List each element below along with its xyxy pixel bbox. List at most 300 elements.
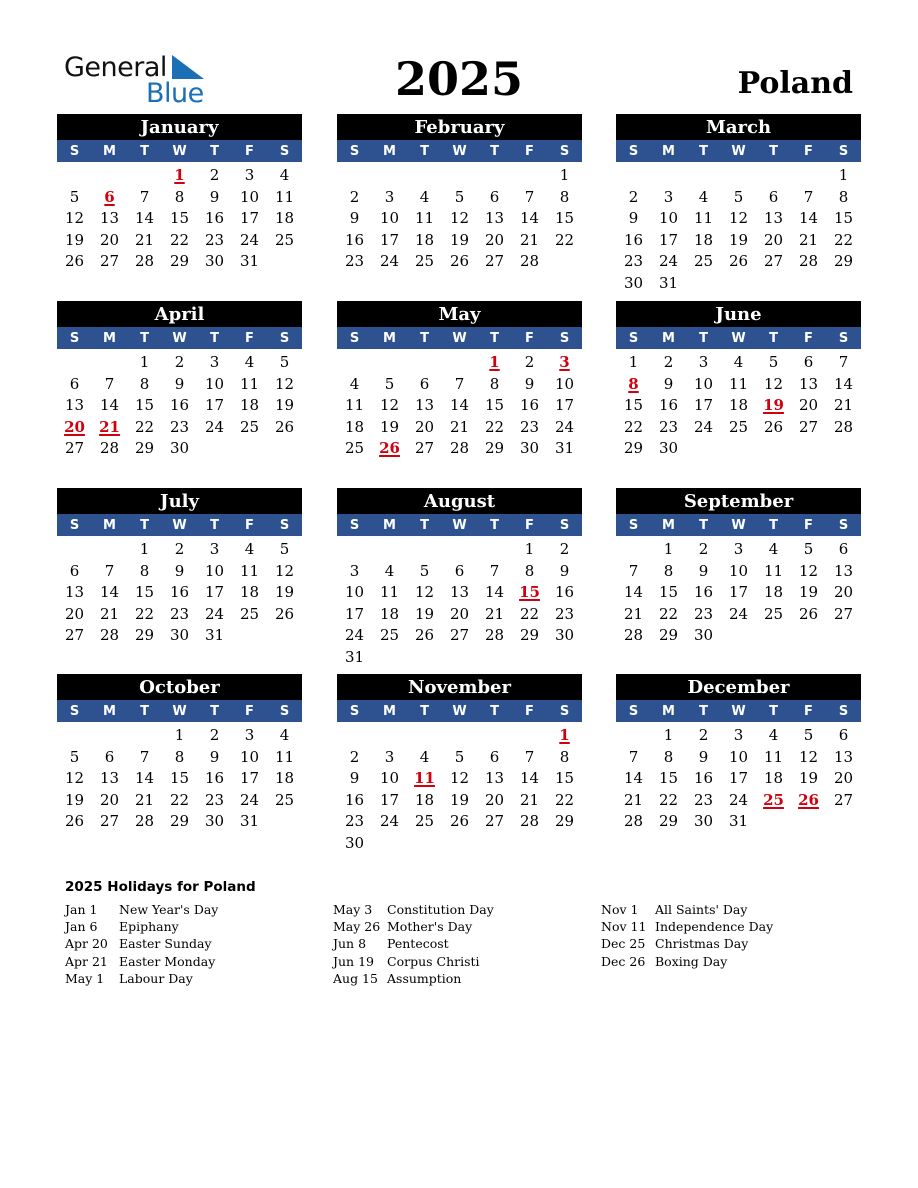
day-cell: 14 [134, 209, 155, 228]
weekday-label: F [804, 704, 813, 719]
day-cell: 12 [728, 209, 749, 228]
month-title: September [616, 488, 861, 514]
day-cell: 2 [209, 166, 220, 184]
day-cell: 18 [344, 417, 365, 436]
empty-cell [407, 165, 442, 187]
weekday-label: F [525, 518, 534, 533]
day-cell: 3 [209, 353, 220, 371]
holiday-name: Assumption [387, 970, 462, 986]
holiday-name: Christmas Day [655, 936, 749, 952]
holiday-name: Labour Day [119, 970, 193, 986]
day-cell: 25 [379, 626, 400, 645]
day-cell: 22 [554, 230, 575, 249]
day-cell: 13 [99, 769, 120, 788]
day-cell: 10 [554, 374, 575, 393]
month-title: October [57, 674, 302, 700]
day-cell: 26 [64, 812, 85, 831]
day-cell: 15 [169, 769, 190, 788]
day-cell: 28 [99, 626, 120, 645]
day-cell: 11 [344, 396, 365, 415]
weekday-label: T [699, 704, 708, 719]
weekday-label: T [420, 704, 429, 719]
weekday-label: W [731, 518, 746, 533]
day-cell: 11 [693, 209, 714, 228]
empty-cell [407, 725, 442, 747]
weekday-label: W [172, 518, 187, 533]
empty-cell [372, 725, 407, 747]
day-cell: 10 [728, 561, 749, 580]
day-cell: 10 [204, 374, 225, 393]
empty-cell [512, 725, 547, 747]
day-cell: 1 [663, 726, 674, 744]
day-cell: 24 [554, 417, 575, 436]
weekday-header [337, 140, 582, 162]
holiday-day-cell: 21 [99, 417, 120, 436]
weekday-label: M [103, 704, 116, 719]
weekday-label: W [452, 704, 467, 719]
weekday-header [616, 327, 861, 349]
day-cell: 30 [623, 273, 644, 292]
weekday-label: S [69, 144, 80, 159]
day-cell: 17 [204, 583, 225, 602]
day-cell: 24 [239, 230, 260, 249]
month-september [616, 488, 861, 647]
day-cell: 23 [169, 417, 190, 436]
day-cell: 3 [209, 540, 220, 558]
weekday-label: F [525, 331, 534, 346]
day-cell: 22 [134, 417, 155, 436]
day-cell: 2 [698, 540, 709, 558]
day-cell: 27 [99, 252, 120, 271]
day-cell: 3 [384, 187, 395, 206]
weekday-label: S [349, 144, 360, 159]
day-cell: 2 [174, 540, 185, 558]
day-cell: 30 [169, 626, 190, 645]
day-cell: 5 [803, 726, 814, 744]
empty-cell [92, 725, 127, 747]
day-cell: 8 [174, 747, 185, 766]
day-cell: 30 [169, 439, 190, 458]
day-cell: 21 [623, 604, 644, 623]
weekday-label: F [525, 144, 534, 159]
day-cell: 19 [414, 604, 435, 623]
holiday-day-cell: 25 [763, 790, 784, 809]
weekday-label: T [769, 331, 778, 346]
day-cell: 21 [134, 230, 155, 249]
holiday-date: Jun 8 [333, 936, 367, 952]
holiday-day-cell: 8 [628, 374, 639, 393]
day-cell: 2 [349, 747, 360, 766]
day-cell: 25 [274, 790, 295, 809]
day-cell: 26 [274, 417, 295, 436]
day-cell: 24 [204, 417, 225, 436]
holiday-entry [333, 953, 494, 970]
day-cell: 9 [174, 374, 185, 393]
logo-blue-text: Blue [146, 78, 204, 109]
day-cell: 5 [454, 747, 465, 766]
weekday-label: T [210, 704, 219, 719]
holiday-entry [333, 935, 494, 952]
day-cell: 15 [554, 769, 575, 788]
day-cell: 6 [419, 374, 430, 393]
day-cell: 15 [484, 396, 505, 415]
day-cell: 9 [698, 561, 709, 580]
day-grid [337, 349, 582, 460]
day-cell: 23 [693, 790, 714, 809]
holiday-name: Epiphany [119, 919, 179, 935]
weekday-label: S [279, 704, 290, 719]
day-cell: 25 [414, 252, 435, 271]
day-cell: 18 [763, 769, 784, 788]
weekday-header [616, 514, 861, 536]
day-cell: 26 [449, 252, 470, 271]
empty-cell [442, 352, 477, 374]
holiday-entry [65, 918, 218, 935]
weekday-label: T [699, 331, 708, 346]
day-cell: 12 [798, 561, 819, 580]
day-cell: 6 [104, 747, 115, 766]
day-cell: 19 [64, 230, 85, 249]
weekday-label: S [279, 331, 290, 346]
day-cell: 23 [169, 604, 190, 623]
day-cell: 7 [454, 374, 465, 393]
day-cell: 1 [838, 166, 849, 184]
empty-cell [477, 165, 512, 187]
day-cell: 28 [519, 812, 540, 831]
day-cell: 30 [693, 626, 714, 645]
holiday-name: Constitution Day [387, 902, 494, 917]
day-cell: 1 [139, 353, 150, 371]
day-grid [57, 162, 302, 273]
day-cell: 10 [239, 187, 260, 206]
day-cell: 13 [449, 583, 470, 602]
weekday-label: W [172, 331, 187, 346]
day-cell: 30 [519, 439, 540, 458]
day-cell: 17 [728, 583, 749, 602]
day-cell: 28 [798, 252, 819, 271]
day-cell: 16 [344, 790, 365, 809]
empty-cell [651, 165, 686, 187]
day-cell: 4 [768, 540, 779, 558]
day-cell: 4 [733, 353, 744, 371]
day-cell: 27 [484, 812, 505, 831]
day-cell: 3 [663, 187, 674, 206]
day-cell: 13 [763, 209, 784, 228]
day-cell: 10 [239, 747, 260, 766]
day-cell: 16 [519, 396, 540, 415]
day-cell: 22 [169, 790, 190, 809]
day-cell: 22 [134, 604, 155, 623]
weekday-label: T [140, 704, 149, 719]
weekday-label: W [452, 144, 467, 159]
day-cell: 14 [449, 396, 470, 415]
day-cell: 1 [628, 353, 639, 371]
month-title: June [616, 301, 861, 327]
day-cell: 24 [693, 417, 714, 436]
day-cell: 7 [489, 561, 500, 580]
month-june [616, 301, 861, 460]
day-cell: 7 [628, 561, 639, 580]
empty-cell [756, 165, 791, 187]
day-cell: 6 [803, 353, 814, 371]
holiday-date: Apr 20 [65, 936, 108, 952]
holiday-day-cell: 3 [559, 353, 570, 371]
day-cell: 14 [484, 583, 505, 602]
day-cell: 2 [663, 353, 674, 371]
day-cell: 24 [379, 252, 400, 271]
day-cell: 31 [239, 252, 260, 271]
day-cell: 7 [628, 747, 639, 766]
holiday-column [65, 901, 218, 987]
day-cell: 9 [174, 561, 185, 580]
day-cell: 1 [524, 540, 535, 558]
holiday-day-cell: 1 [559, 726, 570, 744]
month-title: November [337, 674, 582, 700]
weekday-label: S [628, 704, 639, 719]
day-cell: 9 [663, 374, 674, 393]
empty-cell [337, 725, 372, 747]
empty-cell [442, 165, 477, 187]
day-cell: 13 [99, 209, 120, 228]
day-cell: 13 [484, 769, 505, 788]
day-cell: 15 [658, 583, 679, 602]
weekday-header [616, 700, 861, 722]
weekday-header [337, 327, 582, 349]
weekday-label: M [103, 144, 116, 159]
day-cell: 27 [64, 626, 85, 645]
day-cell: 18 [239, 583, 260, 602]
day-cell: 20 [763, 230, 784, 249]
empty-cell [337, 539, 372, 561]
holiday-day-cell: 1 [174, 166, 185, 184]
day-grid [337, 722, 582, 855]
day-cell: 25 [239, 604, 260, 623]
holiday-date: Aug 15 [333, 970, 378, 986]
day-cell: 15 [134, 396, 155, 415]
day-cell: 22 [169, 230, 190, 249]
day-cell: 6 [69, 374, 80, 393]
day-cell: 8 [559, 747, 570, 766]
weekday-label: S [349, 331, 360, 346]
holiday-name: Independence Day [655, 919, 774, 935]
day-cell: 13 [833, 561, 854, 580]
day-grid [337, 162, 582, 273]
empty-cell [442, 539, 477, 561]
day-cell: 31 [728, 812, 749, 831]
day-cell: 20 [64, 604, 85, 623]
day-cell: 21 [99, 604, 120, 623]
day-cell: 5 [419, 561, 430, 580]
day-cell: 28 [623, 626, 644, 645]
day-cell: 7 [104, 561, 115, 580]
day-cell: 4 [244, 540, 255, 558]
holiday-entry [333, 918, 494, 935]
empty-cell [92, 165, 127, 187]
day-cell: 17 [239, 209, 260, 228]
day-cell: 23 [554, 604, 575, 623]
day-cell: 26 [64, 252, 85, 271]
weekday-label: M [662, 704, 675, 719]
day-cell: 9 [524, 374, 535, 393]
day-cell: 5 [279, 353, 290, 371]
day-cell: 15 [554, 209, 575, 228]
day-cell: 5 [69, 187, 80, 206]
day-cell: 7 [139, 187, 150, 206]
day-cell: 24 [239, 790, 260, 809]
day-cell: 21 [519, 230, 540, 249]
day-cell: 25 [344, 439, 365, 458]
month-title: May [337, 301, 582, 327]
day-cell: 18 [274, 769, 295, 788]
day-cell: 16 [204, 209, 225, 228]
day-cell: 15 [623, 396, 644, 415]
day-cell: 29 [658, 812, 679, 831]
weekday-label: T [140, 331, 149, 346]
day-cell: 24 [728, 790, 749, 809]
day-cell: 28 [449, 439, 470, 458]
empty-cell [372, 539, 407, 561]
month-july [57, 488, 302, 647]
day-cell: 19 [274, 396, 295, 415]
day-grid [616, 722, 861, 833]
day-cell: 13 [64, 583, 85, 602]
day-cell: 8 [489, 374, 500, 393]
day-cell: 14 [623, 583, 644, 602]
empty-cell [127, 725, 162, 747]
holiday-name: All Saints' Day [655, 902, 748, 917]
day-cell: 30 [693, 812, 714, 831]
day-cell: 11 [414, 209, 435, 228]
weekday-label: T [490, 331, 499, 346]
day-cell: 21 [833, 396, 854, 415]
weekday-label: T [769, 518, 778, 533]
day-cell: 19 [798, 769, 819, 788]
weekday-label: T [699, 518, 708, 533]
month-november [337, 674, 582, 855]
day-cell: 8 [663, 561, 674, 580]
day-cell: 9 [209, 187, 220, 206]
empty-cell [721, 165, 756, 187]
weekday-label: S [559, 518, 570, 533]
weekday-label: S [349, 518, 360, 533]
month-december [616, 674, 861, 833]
day-cell: 23 [693, 604, 714, 623]
day-cell: 29 [658, 626, 679, 645]
empty-cell [92, 352, 127, 374]
day-cell: 17 [379, 790, 400, 809]
day-cell: 27 [99, 812, 120, 831]
day-cell: 1 [559, 166, 570, 184]
day-cell: 20 [99, 790, 120, 809]
day-cell: 15 [169, 209, 190, 228]
day-cell: 3 [244, 726, 255, 744]
holiday-day-cell: 1 [489, 353, 500, 371]
holiday-day-cell: 15 [519, 583, 540, 602]
day-cell: 16 [693, 583, 714, 602]
day-cell: 14 [99, 396, 120, 415]
holiday-name: Mother's Day [387, 919, 473, 935]
month-april [57, 301, 302, 460]
holiday-column [333, 901, 494, 987]
weekday-label: S [559, 704, 570, 719]
holiday-day-cell: 11 [414, 769, 435, 788]
day-cell: 20 [414, 417, 435, 436]
day-cell: 6 [489, 747, 500, 766]
day-cell: 16 [658, 396, 679, 415]
weekday-label: T [490, 704, 499, 719]
day-cell: 15 [134, 583, 155, 602]
day-cell: 16 [623, 230, 644, 249]
day-cell: 31 [239, 812, 260, 831]
day-cell: 26 [763, 417, 784, 436]
day-cell: 29 [833, 252, 854, 271]
day-cell: 24 [204, 604, 225, 623]
empty-cell [127, 165, 162, 187]
day-cell: 5 [768, 353, 779, 371]
weekday-label: S [279, 144, 290, 159]
day-cell: 18 [379, 604, 400, 623]
day-cell: 13 [798, 374, 819, 393]
empty-cell [407, 352, 442, 374]
day-cell: 11 [763, 747, 784, 766]
day-cell: 27 [763, 252, 784, 271]
holiday-date: Nov 1 [601, 902, 639, 917]
day-cell: 21 [449, 417, 470, 436]
day-cell: 26 [414, 626, 435, 645]
month-title: April [57, 301, 302, 327]
day-cell: 30 [204, 812, 225, 831]
day-cell: 5 [69, 747, 80, 766]
weekday-label: F [804, 518, 813, 533]
day-cell: 20 [484, 230, 505, 249]
day-cell: 28 [134, 812, 155, 831]
day-cell: 10 [728, 747, 749, 766]
day-cell: 29 [169, 252, 190, 271]
day-cell: 28 [519, 252, 540, 271]
day-cell: 20 [798, 396, 819, 415]
day-cell: 20 [99, 230, 120, 249]
day-cell: 20 [833, 583, 854, 602]
day-cell: 29 [169, 812, 190, 831]
day-cell: 27 [833, 604, 854, 623]
day-cell: 12 [449, 209, 470, 228]
month-title: March [616, 114, 861, 140]
weekday-label: W [452, 518, 467, 533]
day-cell: 21 [798, 230, 819, 249]
weekday-label: F [245, 331, 254, 346]
day-cell: 4 [279, 166, 290, 184]
day-cell: 27 [798, 417, 819, 436]
holiday-date: May 3 [333, 902, 373, 917]
holiday-day-cell: 20 [64, 417, 85, 436]
day-cell: 19 [64, 790, 85, 809]
day-cell: 9 [559, 561, 570, 580]
day-cell: 10 [379, 209, 400, 228]
day-cell: 31 [344, 647, 365, 666]
day-cell: 12 [379, 396, 400, 415]
weekday-label: S [628, 518, 639, 533]
day-cell: 17 [344, 604, 365, 623]
day-cell: 4 [698, 187, 709, 206]
holiday-name: Easter Sunday [119, 936, 212, 952]
weekday-header [616, 140, 861, 162]
day-cell: 12 [414, 583, 435, 602]
day-cell: 18 [414, 230, 435, 249]
empty-cell [616, 539, 651, 561]
empty-cell [616, 725, 651, 747]
weekday-label: F [804, 144, 813, 159]
day-cell: 2 [628, 187, 639, 206]
